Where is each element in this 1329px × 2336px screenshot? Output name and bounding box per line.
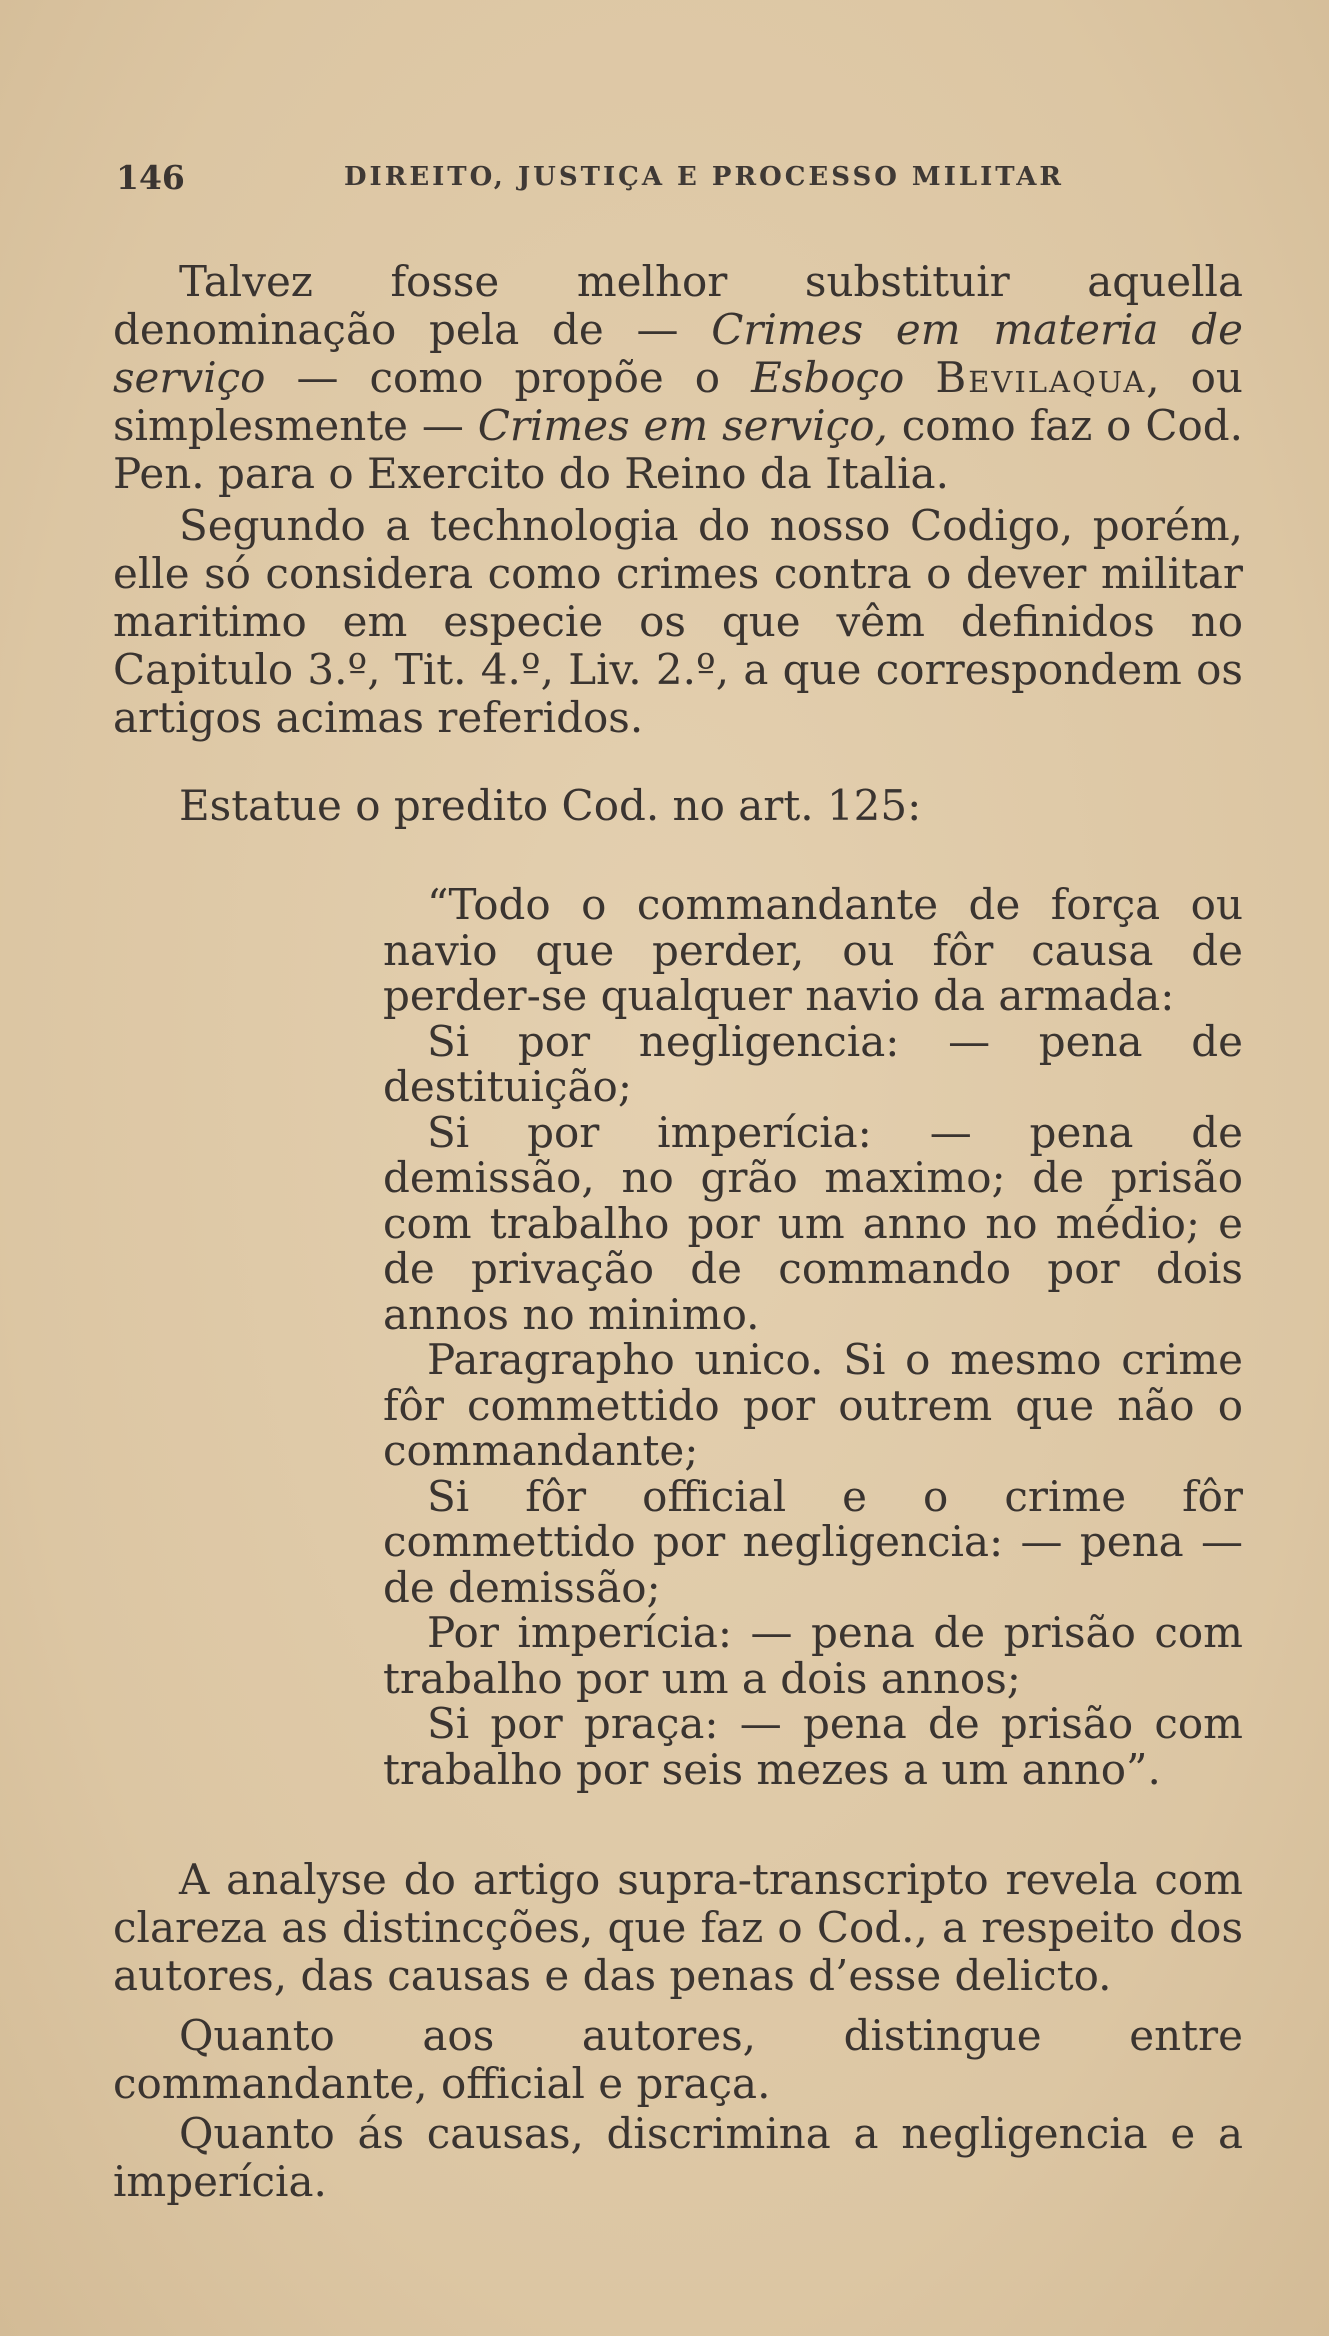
paragraph-4 bbox=[113, 1856, 1243, 2000]
article-quote bbox=[383, 882, 1243, 1792]
running-title: DIREITO, JUSTIÇA E PROCESSO MILITAR bbox=[344, 162, 1065, 192]
quote-line: Si por negligencia: — pena de destituição; bbox=[383, 1016, 1243, 1111]
quote-line: Si por praça: — pena de prisão com trabalho por seis mezes a um anno”. bbox=[383, 1699, 1243, 1794]
paragraph-6 bbox=[113, 2110, 1243, 2206]
paragraph-1-italic-1: Crimes em materia de serviço bbox=[113, 305, 1243, 402]
quote-line: Si por imperícia: — pena de demissão, no grão maximo; de prisão com trabalho por um anno no médio; e de privação de commando por dois annos no minimo. bbox=[383, 1107, 1243, 1339]
paragraph-1-text: , ou simplesmente — bbox=[113, 353, 1243, 450]
quote-line: Paragrapho unico. Si o mesmo crime fôr commettido por outrem que não o commandante; bbox=[383, 1335, 1243, 1475]
quote-line: “Todo o commandante de força ou navio que perder, ou fôr causa de perder-se qualquer navio da armada: bbox=[383, 880, 1243, 1020]
paragraph-1-text bbox=[904, 353, 935, 402]
page-header bbox=[116, 158, 1209, 198]
paragraph-1-text: como faz o Cod. Pen. para o Exercito do Reino da Italia. bbox=[113, 401, 1243, 498]
paragraph-2-text: Segundo a technologia do nosso Codigo, porém, elle só considera como crimes contra o dever militar maritimo em especie os que vêm definidos no Capitulo 3.º, Tit. 4.º, Liv. 2.º, a que correspondem os artigos acimas referidos. bbox=[113, 501, 1243, 742]
paragraph-1-italic-3: Crimes em serviço, bbox=[477, 401, 888, 450]
paragraph-5 bbox=[113, 2012, 1243, 2108]
paragraph-5-text: Quanto aos autores, distingue entre commandante, official e praça. bbox=[113, 2011, 1243, 2108]
paragraph-1 bbox=[113, 258, 1243, 498]
paragraph-1-text: Talvez fosse melhor substituir aquella denominação pela de — bbox=[113, 257, 1243, 354]
quote-line: Si fôr official e o crime fôr commettido por negligencia: — pena — de demissão; bbox=[383, 1471, 1243, 1612]
paragraph-4-text: A analyse do artigo supra-transcripto revela com clareza as distincções, que faz o Cod., a respeito dos autores, das causas e das penas d’esse delicto. bbox=[113, 1855, 1243, 2000]
paragraph-2 bbox=[113, 502, 1243, 742]
page-number: 146 bbox=[116, 158, 185, 197]
paragraph-6-text: Quanto ás causas, discrimina a negligencia e a imperícia. bbox=[113, 2109, 1243, 2206]
paragraph-1-italic-2: Esboço bbox=[751, 353, 905, 402]
paragraph-1-text: — como propõe o bbox=[265, 353, 752, 402]
paragraph-3-text: Estatue o predito Cod. no art. 125: bbox=[179, 781, 922, 830]
paragraph-3 bbox=[113, 782, 1243, 830]
paragraph-1-smallcaps: Bevilaqua bbox=[935, 353, 1147, 402]
quote-line: Por imperícia: — pena de prisão com trabalho por um a dois annos; bbox=[383, 1608, 1243, 1703]
